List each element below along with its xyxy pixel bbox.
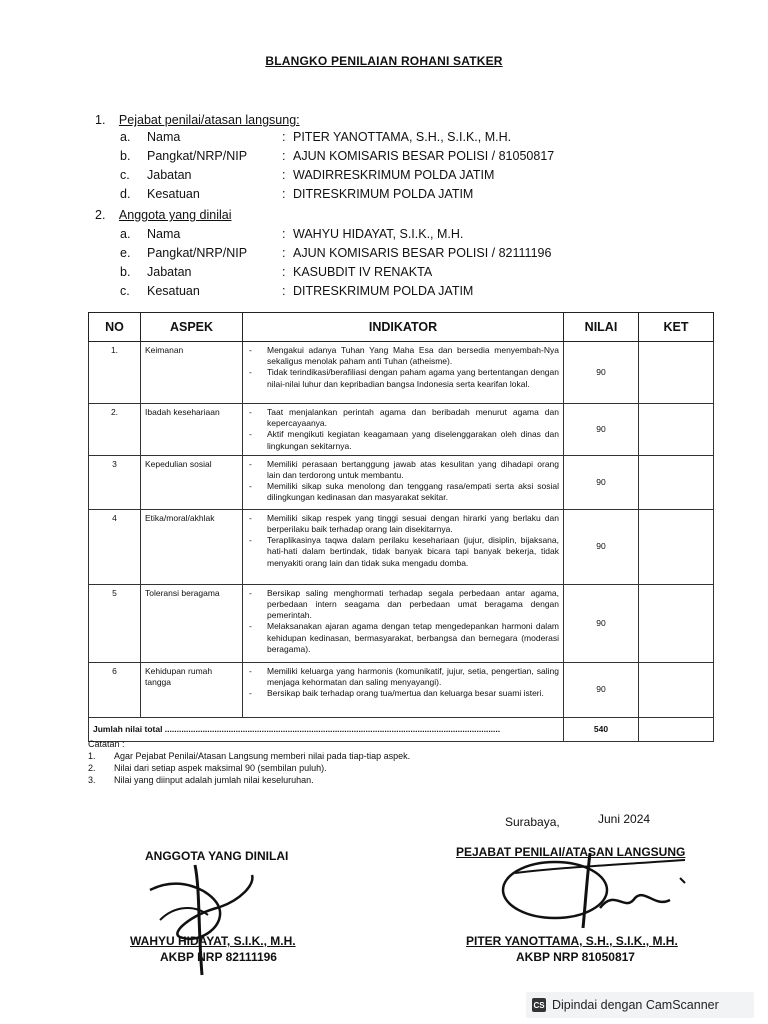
indicator-list (247, 588, 559, 655)
document-title: BLANGKO PENILAIAN ROHANI SATKER (265, 54, 503, 68)
row-aspect: Etika/moral/akhlak (141, 509, 243, 584)
section2-row-colon: : (282, 284, 286, 298)
signer-left-name: WAHYU HIDAYAT, S.I.K., M.H. (130, 934, 296, 948)
indicator-item: - Bersikap saling menghormati terhadap segala perbedaan antar agama, perbedaan intern seagama dan perbedaan umat beragama dengan pemerintah. (247, 588, 559, 622)
indicator-item: - Memiliki sikap suka menolong dan tenggang rasa/empati serta aksi sosial dilingkungan kedinasan dan masyarakat sekitar. (247, 481, 559, 503)
row-indicators (243, 342, 564, 404)
assessment-table (88, 312, 714, 742)
section2-row-label: Pangkat/NRP/NIP (147, 246, 248, 260)
section1-row-colon: : (282, 130, 286, 144)
section2-row-value: WAHYU HIDAYAT, S.I.K., M.H. (293, 227, 464, 241)
indicator-item: - Taat menjalankan perintah agama dan beribadah menurut agama dan kepercayaanya. (247, 407, 559, 429)
section1-title: Pejabat penilai/atasan langsung: (118, 113, 300, 127)
note-number: 2. (88, 763, 96, 773)
indicator-item: - Teraplikasinya taqwa dalam perilaku kesehariaan (jujur, disiplin, bijaksana, hati-hati dalam bertindak, tidak banyak bicara tapi banyak bekerja, tidak menyakiti orang lain dan tidak suka mengadu domba. (247, 535, 559, 569)
row-indicators (243, 662, 564, 717)
total-label: Jumlah nilai total .............................................................................................................................................. (89, 717, 564, 741)
note-item (88, 762, 410, 774)
row-remarks (639, 662, 714, 717)
section1-row-label: Kesatuan (147, 187, 200, 201)
note-text: Agar Pejabat Penilai/Atasan Langsung memberi nilai pada tiap-tiap aspek. (114, 751, 411, 761)
notes-label: Catatan : (88, 739, 125, 749)
table-header-row (89, 313, 714, 342)
section1-row-letter: c. (120, 168, 130, 182)
indicator-item: - Mengakui adanya Tuhan Yang Maha Esa dan bersedia menyembah-Nya sekaligus menolak paham anti Tuhan (atheisme). (247, 345, 559, 367)
indicator-item: - Melaksanakan ajaran agama dengan tetap mengedepankan harmoni dalam kehidupan kedinasan, bermasyarakat, berbangsa dan bernegara (moderasi beragama). (247, 621, 559, 655)
section1-row-value: AJUN KOMISARIS BESAR POLISI / 81050817 (293, 149, 555, 163)
row-number: 6 (89, 662, 141, 717)
section1-row-colon: : (282, 149, 286, 163)
header-nilai: NILAI (564, 313, 639, 342)
signature-left (140, 845, 290, 985)
section1-row-colon: : (282, 187, 286, 201)
row-aspect: Ibadah kesehariaan (141, 404, 243, 456)
total-value: 540 (564, 717, 639, 741)
section2-row-label: Kesatuan (147, 284, 200, 298)
section1-row-value: DITRESKRIMUM POLDA JATIM (293, 187, 474, 201)
section2-row-letter: a. (120, 227, 131, 241)
indicator-list (247, 345, 559, 390)
row-indicators (243, 455, 564, 509)
place: Surabaya, (505, 815, 560, 829)
date: Juni 2024 (598, 812, 651, 826)
indicator-item: - Bersikap baik terhadap orang tua/mertua dan keluarga besar suami isteri. (247, 688, 559, 699)
section1-row-value: PITER YANOTTAMA, S.H., S.I.K., M.H. (293, 130, 512, 144)
row-aspect: Toleransi beragama (141, 584, 243, 662)
camscanner-watermark (526, 992, 754, 1018)
table-row (89, 509, 714, 584)
row-indicators (243, 584, 564, 662)
row-aspect: Keimanan (141, 342, 243, 404)
section1-number: 1. (95, 113, 106, 127)
row-score: 90 (564, 662, 639, 717)
section1-row-label: Pangkat/NRP/NIP (147, 149, 248, 163)
section1-heading (95, 113, 300, 127)
section2-row-colon: : (282, 265, 286, 279)
section1-row-label: Jabatan (147, 168, 192, 182)
table-row (89, 455, 714, 509)
indicator-list (247, 459, 559, 504)
header-no: NO (89, 313, 141, 342)
section1-row-value: WADIRRESKRIMUM POLDA JATIM (293, 168, 495, 182)
signer-right-name: PITER YANOTTAMA, S.H., S.I.K., M.H. (466, 934, 678, 948)
signer-left-role: ANGGOTA YANG DINILAI (145, 849, 289, 863)
row-number: 1. (89, 342, 141, 404)
note-number: 1. (88, 751, 96, 761)
header-aspek: ASPEK (141, 313, 243, 342)
table-row (89, 662, 714, 717)
camscanner-logo-icon: CS (532, 998, 546, 1012)
table-row (89, 404, 714, 456)
row-number: 4 (89, 509, 141, 584)
row-score: 90 (564, 584, 639, 662)
row-remarks (639, 509, 714, 584)
row-number: 3 (89, 455, 141, 509)
note-text: Nilai dari setiap aspek maksimal 90 (sembilan puluh). (114, 763, 327, 773)
indicator-item: - Memiliki perasaan bertanggung jawab atas kesulitan yang dihadapi orang lain dan terdorong untuk membantu. (247, 459, 559, 481)
section2-row-value: AJUN KOMISARIS BESAR POLISI / 82111196 (293, 246, 552, 260)
section1-row-label: Nama (147, 130, 181, 144)
section2-row-letter: b. (120, 265, 131, 279)
signature-right (495, 838, 705, 938)
row-remarks (639, 455, 714, 509)
note-item (88, 774, 410, 786)
header-ket: KET (639, 313, 714, 342)
row-score: 90 (564, 509, 639, 584)
note-item (88, 750, 410, 762)
section2-title: Anggota yang dinilai (118, 208, 232, 222)
section2-number: 2. (95, 208, 106, 222)
notes-list (88, 750, 410, 786)
row-score: 90 (564, 404, 639, 456)
indicator-item: - Memiliki sikap respek yang tinggi sesuai dengan hirarki yang berlaku dan berperilaku baik terhadap orang lain disekitarnya. (247, 513, 559, 535)
row-score: 90 (564, 455, 639, 509)
section2-row-value: DITRESKRIMUM POLDA JATIM (293, 284, 474, 298)
table-body (89, 342, 714, 718)
indicator-item: - Memiliki keluarga yang harmonis (komunikatif, jujur, setia, pengertian, saling menjaga kehormatan dan saling menyayangi). (247, 666, 559, 688)
section2-row-label: Jabatan (147, 265, 192, 279)
note-number: 3. (88, 775, 96, 785)
total-ket (639, 717, 714, 741)
section2-row-letter: c. (120, 284, 130, 298)
row-number: 2. (89, 404, 141, 456)
header-indikator: INDIKATOR (243, 313, 564, 342)
table-row (89, 342, 714, 404)
notes (88, 738, 410, 786)
signer-left-nrp: AKBP NRP 82111196 (160, 950, 277, 964)
indicator-item: - Tidak terindikasi/berafiliasi dengan paham agama yang bertentangan dengan nilai-nilai luhur dan kepribadian bangsa Indonesia serta kearifan lokal. (247, 367, 559, 389)
section1-row-letter: b. (120, 149, 131, 163)
signer-right-nrp: AKBP NRP 81050817 (516, 950, 635, 964)
row-aspect: Kehidupan rumah tangga (141, 662, 243, 717)
row-remarks (639, 584, 714, 662)
signer-right-role: PEJABAT PENILAI/ATASAN LANGSUNG (456, 845, 686, 859)
row-remarks (639, 342, 714, 404)
row-remarks (639, 404, 714, 456)
row-score: 90 (564, 342, 639, 404)
section1-row-colon: : (282, 168, 286, 182)
indicator-list (247, 513, 559, 569)
section1-row-letter: a. (120, 130, 131, 144)
section2-row-value: KASUBDIT IV RENAKTA (293, 265, 433, 279)
row-indicators (243, 509, 564, 584)
indicator-item: - Aktif mengikuti kegiatan keagamaan yang diselenggarakan oleh dinas dan lingkungan sekitarnya. (247, 429, 559, 451)
section2-heading (95, 208, 232, 222)
section2-row-colon: : (282, 227, 286, 241)
indicator-list (247, 407, 559, 452)
note-text: Nilai yang diinput adalah jumlah nilai keseluruhan. (114, 775, 314, 785)
section1-row-letter: d. (120, 187, 131, 201)
row-number: 5 (89, 584, 141, 662)
section2-row-label: Nama (147, 227, 181, 241)
section2-row-letter: e. (120, 246, 131, 260)
table-row (89, 584, 714, 662)
row-aspect: Kepedulian sosial (141, 455, 243, 509)
indicator-list (247, 666, 559, 700)
section2-row-colon: : (282, 246, 286, 260)
camscanner-text: Dipindai dengan CamScanner (552, 998, 719, 1012)
row-indicators (243, 404, 564, 456)
